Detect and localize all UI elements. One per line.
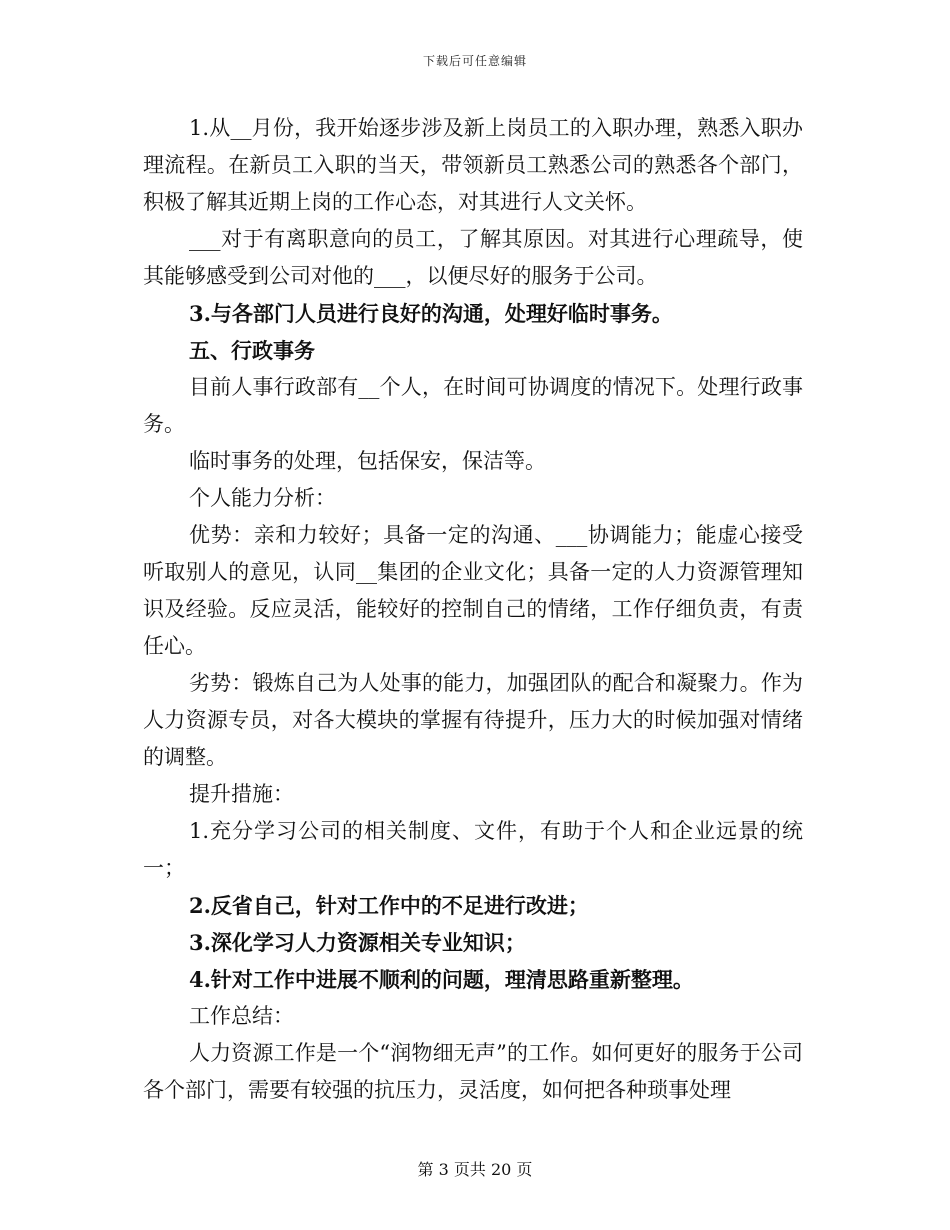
paragraph-summary: 人力资源工作是一个“润物细无声”的工作。如何更好的服务于公司各个部门，需要有较强的抗压力，灵活度，如何把各种琐事处理 bbox=[143, 1041, 803, 1102]
paragraph-admin-staff: 目前人事行政部有__个人，在时间可协调度的情况下。处理行政事务。 bbox=[143, 375, 803, 436]
page-number: 第 3 页共 20 页 bbox=[417, 1160, 533, 1179]
paragraph-onboarding: 1.从__月份，我开始逐步涉及新上岗员工的入职办理，熟悉入职办理流程。在新员工入职的当天，带领新员工熟悉公司的熟悉各个部门，积极了解其近期上岗的工作心态，对其进行人文关怀。 bbox=[143, 116, 803, 214]
paragraph-weaknesses: 劣势：锻炼自己为人处事的能力，加强团队的配合和凝聚力。作为人力资源专员，对各大模块的掌握有待提升，压力大的时候加强对情绪的调整。 bbox=[143, 671, 803, 769]
paragraph-communication: 3.与各部门人员进行良好的沟通，处理好临时事务。 bbox=[189, 301, 673, 326]
page-header: 下载后可任意编辑 bbox=[422, 54, 527, 68]
subheading-ability-analysis: 个人能力分析： bbox=[189, 486, 336, 510]
paragraph-strengths: 优势：亲和力较好；具备一定的沟通、___协调能力；能虚心接受听取别人的意见，认同__集团的企业文化；具备一定的人力资源管理知识及经验。反应灵活，能较好的控制自己的情绪，工作仔细负责，有责任心。 bbox=[143, 523, 803, 658]
list-item-2: 2.反省自己，针对工作中的不足进行改进； bbox=[189, 893, 589, 918]
subheading-work-summary: 工作总结： bbox=[189, 1004, 294, 1028]
paragraph-resignation: ___对于有离职意向的员工，了解其原因。对其进行心理疏导，使其能够感受到公司对他的___，以便尽好的服务于公司。 bbox=[143, 227, 803, 288]
paragraph-temp-affairs: 临时事务的处理，包括保安，保洁等。 bbox=[189, 449, 546, 473]
list-item-3: 3.深化学习人力资源相关专业知识； bbox=[189, 930, 526, 955]
section-heading-admin: 五、行政事务 bbox=[189, 338, 315, 363]
document-body bbox=[143, 110, 803, 1109]
list-item-4: 4.针对工作中进展不顺利的问题，理清思路重新整理。 bbox=[189, 967, 694, 992]
subheading-improvement: 提升措施： bbox=[189, 782, 294, 806]
list-item-1: 1.充分学习公司的相关制度、文件，有助于个人和企业远景的统一； bbox=[143, 819, 803, 880]
